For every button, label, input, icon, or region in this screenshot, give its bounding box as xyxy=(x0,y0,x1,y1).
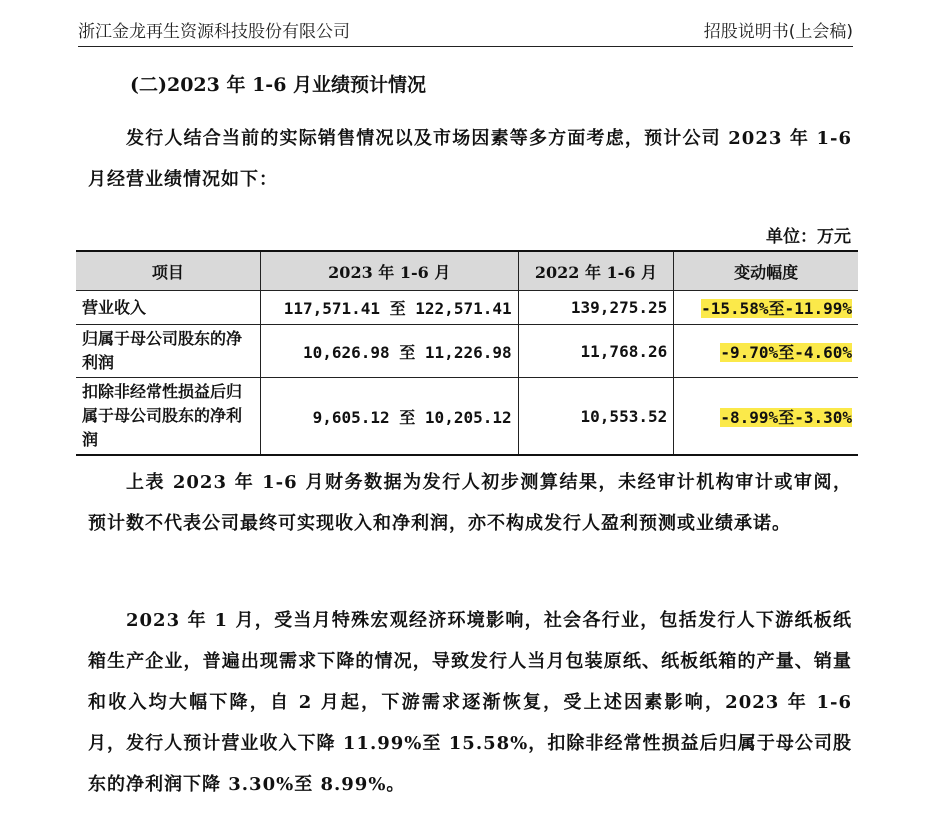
row-item: 归属于母公司股东的净利润 xyxy=(76,325,260,378)
row-item: 扣除非经常性损益后归属于母公司股东的净利润 xyxy=(76,378,260,456)
header-item: 项目 xyxy=(76,251,260,291)
company-name: 浙江金龙再生资源科技股份有限公司 xyxy=(78,21,350,42)
table-row xyxy=(76,325,858,378)
change-highlight: -8.99%至-3.30% xyxy=(720,407,852,427)
intro-paragraph: 发行人结合当前的实际销售情况以及市场因素等多方面考虑，预计公司 2023 年 1-6 月经营业绩情况如下： xyxy=(88,128,852,190)
unit-label: 单位：万元 xyxy=(766,227,851,247)
row-change xyxy=(674,378,858,456)
section-title: (二)2023 年 1-6 月业绩预计情况 xyxy=(130,74,427,96)
analysis-paragraph: 2023 年 1 月，受当月特殊宏观经济环境影响，社会各行业，包括发行人下游纸板纸箱生产企业，普遍出现需求下降的情况，导致发行人当月包装原纸、纸板纸箱的产量、销量和收入均大幅下降，自 2 月起，下游需求逐渐恢复，受上述因素影响，2023 年 1-6 月，发行人预计营业收入下降 11.99%至 15.58%，扣除非经常性损益后归属于母公司股东的净利润下降 3.30%至 8.99%。 xyxy=(88,610,852,795)
performance-table xyxy=(76,250,858,456)
document-type: 招股说明书(上会稿) xyxy=(703,21,853,42)
table-header-row xyxy=(76,251,858,291)
change-highlight: -9.70%至-4.60% xyxy=(720,342,852,362)
header-change: 变动幅度 xyxy=(674,251,858,291)
change-highlight: -15.58%至-11.99% xyxy=(701,299,852,318)
header-2023: 2023 年 1-6 月 xyxy=(260,251,518,291)
row-2022-value: 10,553.52 xyxy=(518,378,674,456)
table-row xyxy=(76,378,858,456)
row-2023-value: 117,571.41 至 122,571.41 xyxy=(260,291,518,325)
row-item: 营业收入 xyxy=(76,291,260,325)
row-2023-value: 9,605.12 至 10,205.12 xyxy=(260,378,518,456)
row-2022-value: 11,768.26 xyxy=(518,325,674,378)
header-2022: 2022 年 1-6 月 xyxy=(518,251,674,291)
note-paragraph: 上表 2023 年 1-6 月财务数据为发行人初步测算结果，未经审计机构审计或审阅，预计数不代表公司最终可实现收入和净利润，亦不构成发行人盈利预测或业绩承诺。 xyxy=(88,472,852,534)
row-2023-value: 10,626.98 至 11,226.98 xyxy=(260,325,518,378)
row-change xyxy=(674,325,858,378)
table-row xyxy=(76,291,858,325)
row-2022-value: 139,275.25 xyxy=(518,291,674,325)
row-change xyxy=(674,291,858,325)
page-header xyxy=(78,12,853,47)
